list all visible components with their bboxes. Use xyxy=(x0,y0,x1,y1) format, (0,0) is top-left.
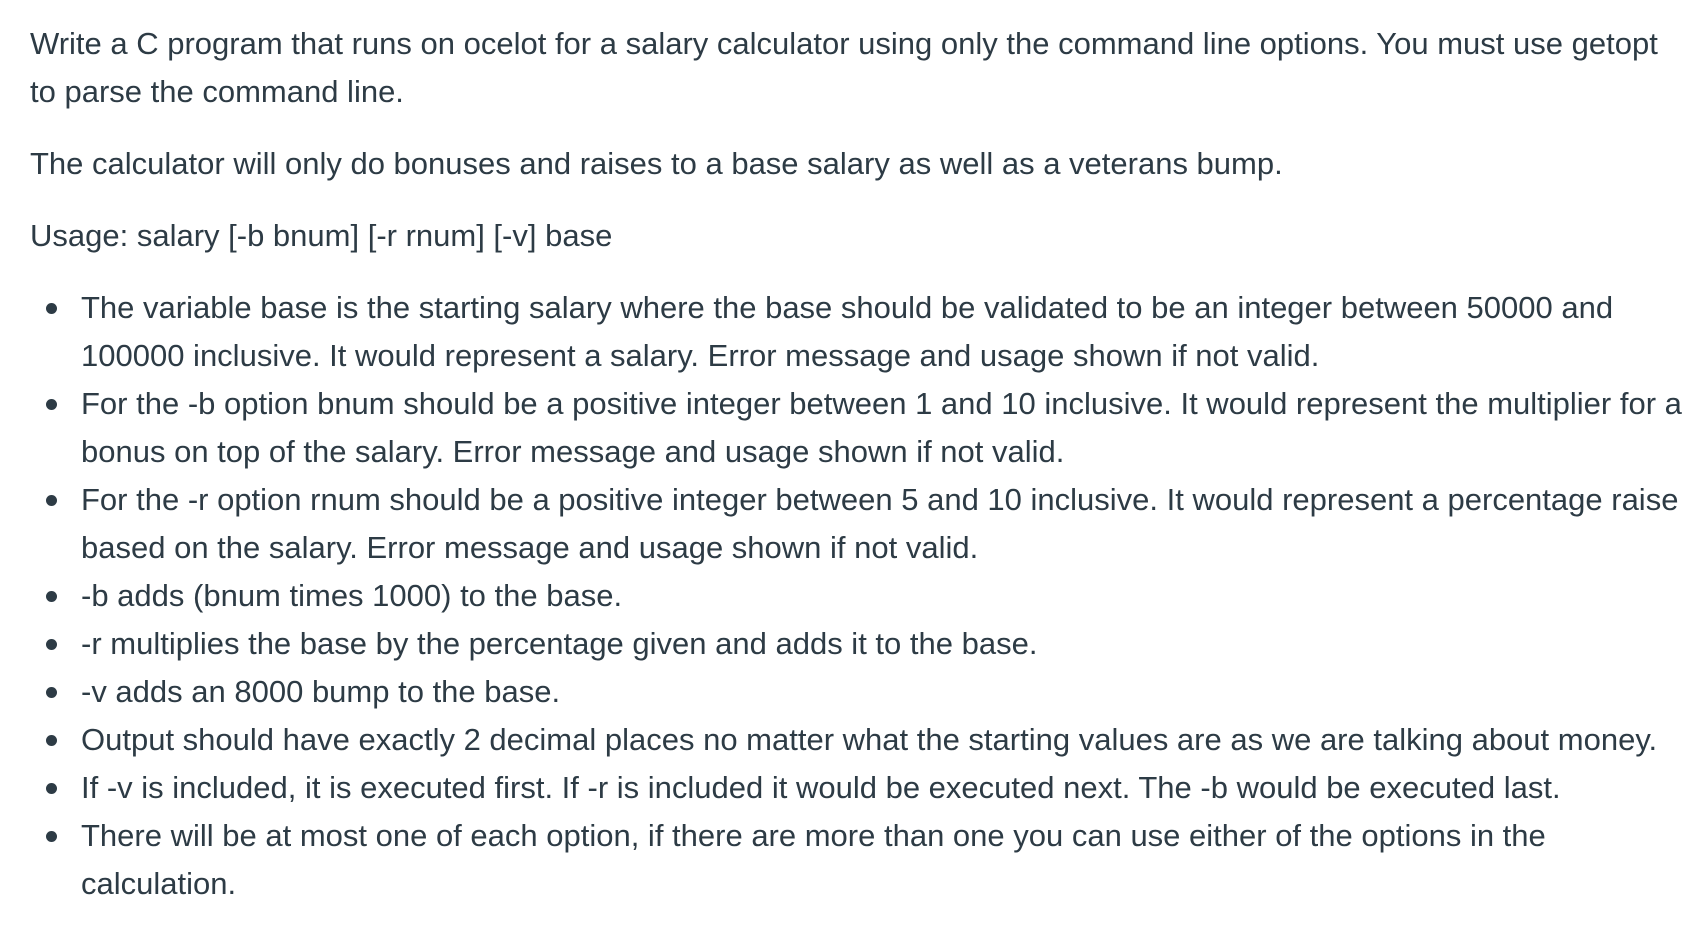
list-item xyxy=(81,572,1684,620)
bullet-icon xyxy=(45,476,57,524)
list-item xyxy=(81,284,1684,380)
list-item-text: For the -r option rnum should be a positive integer between 5 and 10 inclusive. It would represent a percentage raise based on the salary. Error message and usage shown if not valid. xyxy=(81,482,1679,565)
list-item-text: -r multiplies the base by the percentage given and adds it to the base. xyxy=(81,626,1038,661)
bullet-icon xyxy=(45,620,57,668)
list-item xyxy=(81,620,1684,668)
list-item xyxy=(81,668,1684,716)
bullet-icon xyxy=(45,380,57,428)
list-item xyxy=(81,812,1684,908)
calculator-description: The calculator will only do bonuses and raises to a base salary as well as a veterans bump. xyxy=(30,146,1283,181)
requirements-list xyxy=(30,284,1684,908)
bullet-icon xyxy=(45,668,57,716)
list-item xyxy=(81,476,1684,572)
list-item xyxy=(81,764,1684,812)
bullet-icon xyxy=(45,764,57,812)
list-item-text: -b adds (bnum times 1000) to the base. xyxy=(81,578,623,613)
bullet-icon xyxy=(45,284,57,332)
list-item-text: Output should have exactly 2 decimal places no matter what the starting values are as we are talking about money. xyxy=(81,722,1658,757)
usage-line: Usage: salary [-b bnum] [-r rnum] [-v] base xyxy=(30,218,613,253)
list-item xyxy=(81,716,1684,764)
list-item xyxy=(81,380,1684,476)
bullet-icon xyxy=(45,812,57,860)
list-item-text: The variable base is the starting salary where the base should be validated to be an integer between 50000 and 100000 inclusive. It would represent a salary. Error message and usage shown if not valid. xyxy=(81,290,1614,373)
list-item-text: For the -b option bnum should be a positive integer between 1 and 10 inclusive. It would represent the multiplier for a bonus on top of the salary. Error message and usage shown if not valid. xyxy=(81,386,1682,469)
list-item-text: If -v is included, it is executed first. If -r is included it would be executed next. The -b would be executed last. xyxy=(81,770,1561,805)
bullet-icon xyxy=(45,716,57,764)
intro-paragraph: Write a C program that runs on ocelot for a salary calculator using only the command line options. You must use getopt to parse the command line. xyxy=(30,26,1658,109)
bullet-icon xyxy=(45,572,57,620)
list-item-text: -v adds an 8000 bump to the base. xyxy=(81,674,561,709)
list-item-text: There will be at most one of each option, if there are more than one you can use either of the options in the calculation. xyxy=(81,818,1546,901)
